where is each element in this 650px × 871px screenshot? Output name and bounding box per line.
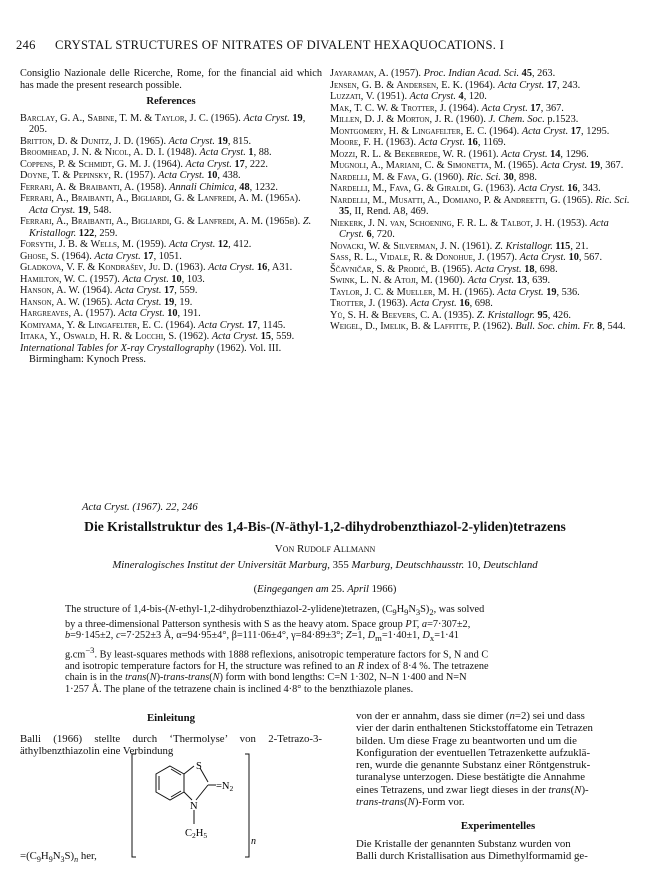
- reference-item: [330, 275, 636, 287]
- body-line: vier der darin enthaltenen Stickstoffatome ein Tetrazen: [356, 722, 593, 735]
- reference-pages: , 698.: [469, 298, 493, 309]
- reference-volume: 10: [171, 273, 182, 285]
- reference-pages: , 559.: [271, 331, 295, 342]
- reference-pages: , 438.: [217, 170, 241, 181]
- reference-volume: 17: [234, 158, 245, 170]
- reference-item: [330, 241, 636, 253]
- reference-pages: , A31.: [267, 262, 293, 273]
- reference-pages: , 263.: [531, 68, 556, 79]
- reference-item: [330, 137, 636, 149]
- reference-volume: 115: [555, 240, 571, 252]
- reference-pages: , 720.: [371, 229, 395, 240]
- reference-authors: Gladkova, V. F. & Kondrašev, Ju. D. (1963).: [20, 262, 209, 273]
- reference-authors: Nardelli, M. & Fava, G. (1960).: [330, 171, 467, 183]
- reference-volume: 122: [78, 227, 95, 239]
- reference-journal: Acta Cryst.: [497, 286, 544, 298]
- reference-authors: Mugnoli, A., Mariani, C. & Simonetta, M. (1965).: [330, 160, 541, 171]
- reference-journal: Acta Cryst.: [118, 308, 165, 319]
- reference-journal: Z. Kristallogr.: [494, 240, 553, 252]
- reference-journal: Acta Cryst.: [158, 170, 205, 181]
- reference-item: [330, 298, 636, 310]
- reference-authors: Novacki, W. & Silverman, J. N. (1961).: [330, 240, 495, 252]
- reference-volume: 19: [77, 204, 89, 216]
- reference-pages: , 544.: [602, 321, 626, 332]
- reference-volume: 19: [546, 286, 557, 298]
- body-line: Die Kristalle der genannten Substanz wurden von: [356, 838, 571, 850]
- right-column: [330, 68, 636, 333]
- reference-volume: 17: [570, 125, 582, 137]
- reference-authors: Hanson, A. W. (1964).: [20, 285, 116, 296]
- reference-journal: Acta Cryst.: [122, 273, 169, 285]
- reference-authors: Ferrari, A. & Braibanti, A. (1958).: [20, 181, 170, 193]
- reference-authors: Hargreaves, A. (1957).: [20, 308, 119, 319]
- references-list-left: [20, 113, 322, 343]
- reference-authors: Jayaraman, A. (1957).: [330, 68, 424, 79]
- reference-authors: Taylor, J. C. & Mueller, M. H. (1965).: [330, 286, 498, 298]
- left-column: [20, 68, 322, 366]
- body-line: eines Tetrazens, und zwar liegt dieses in der trans(N)-: [356, 783, 589, 796]
- running-title: CRYSTAL STRUCTURES OF NITRATES OF DIVALENT HEXAQUOCATIONS. I: [55, 38, 505, 52]
- reference-authors: Doyne, T. & Pepinsky, R. (1957).: [20, 170, 159, 181]
- body-line: Konfiguration der eventuellen Tetrazenkette aufzuklä-: [356, 746, 591, 759]
- atom-label-n: N: [190, 801, 198, 812]
- reference-pages: , 559.: [174, 285, 198, 296]
- reference-journal: Acta Cryst.: [497, 79, 545, 91]
- reference-authors: Mak, T. C. W. & Trotter, J. (1964).: [330, 102, 482, 114]
- article-author: Von Rudolf Allmann: [274, 543, 376, 555]
- references-heading: References: [146, 96, 196, 107]
- reference-journal: Acta Cryst.: [198, 319, 245, 331]
- received-date: (Eingegangen am 25. April 1966): [253, 584, 397, 595]
- bracket-left: [132, 754, 136, 857]
- reference-item: [20, 147, 322, 159]
- reference-authors: Ferrari, A., Braibanti, A., Bigliardi, G. & Lanfredi, A. M. (1965b).: [20, 216, 303, 227]
- reference-item: [20, 274, 322, 286]
- reference-pages: , 1169.: [477, 137, 506, 148]
- reference-volume: 16: [459, 298, 470, 309]
- reference-item: [20, 170, 322, 182]
- atom-label-ethyl: C2H5: [185, 828, 208, 840]
- reference-pages: , 548.: [88, 204, 112, 216]
- reference-pages: , 426.: [547, 309, 571, 321]
- reference-item: [20, 182, 322, 194]
- reference-item: [330, 149, 636, 161]
- reference-authors: Yü, S. H. & Beevers, C. A. (1935).: [330, 309, 477, 321]
- reference-pages: , 120.: [463, 91, 487, 102]
- reference-item: [330, 114, 636, 126]
- reference-pages: , 88.: [253, 147, 272, 158]
- reference-pages: , 412.: [228, 239, 252, 250]
- reference-item: [20, 320, 322, 332]
- reference-journal: Acta Cryst.: [540, 160, 588, 171]
- reference-pages: , 367.: [540, 102, 564, 114]
- experimentelles-text: [356, 838, 640, 863]
- reference-item: [330, 160, 636, 172]
- reference-volume: 16: [467, 137, 478, 148]
- reference-journal: Acta Cryst.: [185, 158, 232, 170]
- reference-pages: , 205.: [29, 112, 306, 135]
- reference-authors: Barclay, G. A., Sabine, T. M. & Taylor, J. C. (1965).: [20, 112, 244, 124]
- reference-journal: Acta Cryst.: [410, 298, 457, 309]
- section-heading-experimentelles: Experimentelles: [460, 820, 536, 832]
- atom-label-n2: =N2: [216, 781, 234, 793]
- reference-pages: , 815.: [227, 135, 252, 147]
- reference-item: [20, 193, 322, 216]
- abstract-line: by a three-dimensional Patterson synthesis with S as the heavy atom. Space group P1̄, a=7·307±2,: [65, 618, 471, 630]
- reference-item: [330, 183, 636, 195]
- reference-authors: Trotter, J. (1963).: [330, 298, 411, 309]
- reference-volume: 13: [516, 275, 527, 286]
- einleitung-text: Balli (1966) stellte durch ‘Thermolyse’ von 2-Tetrazo-3-äthylbenzthiazolin eine Verbindung: [20, 733, 322, 758]
- abstract-line: The structure of 1,4-bis-(N-ethyl-1,2-dihydrobenzthiazol-2-ylidene)tetrazen, $(C_9H_9N_3S)_2$, was solved: [65, 604, 485, 618]
- reference-volume: 14: [550, 148, 561, 160]
- reference-journal: Acta Cryst.: [168, 239, 216, 250]
- reference-volume: 19: [163, 296, 175, 308]
- reference-authors: Niekerk, J. N. van, Schoening, F. R. L. & Talbot, J. H. (1953).: [330, 217, 590, 229]
- reference-pages: , 222.: [244, 158, 268, 170]
- reference-authors: Coppens, P. & Schmidt, G. M. J. (1964).: [20, 158, 186, 170]
- body-line: turanalyse unterzogen. Diese bestätigte die Annahme: [356, 771, 586, 784]
- reference-authors: Iitaka, Y., Oswald, H. R. & Locchi, S. (1962).: [20, 331, 212, 342]
- reference-item: [330, 287, 636, 299]
- reference-pages: , 21.: [570, 240, 589, 252]
- reference-item: [330, 218, 636, 241]
- reference-authors: Ghose, S. (1964).: [20, 250, 95, 262]
- reference-item: [20, 216, 322, 239]
- reference-authors: Jensen, G. B. & Andersen, E. K. (1964).: [330, 79, 498, 91]
- reference-journal: Acta Cryst.: [168, 135, 215, 147]
- reference-authors: Nardelli, M., Fava, G. & Giraldi, G. (1963).: [330, 183, 519, 194]
- reference-volume: 16: [257, 262, 268, 273]
- reference-pages: , 367.: [600, 160, 624, 171]
- reference-pages: , 698.: [534, 263, 558, 275]
- reference-volume: 4: [458, 91, 464, 102]
- article-affiliation: Mineralogisches Institut der Universität Marburg, 355 Marburg, Deutschhausstr. 10, Deutschland: [112, 559, 538, 571]
- reference-authors: Mozzi, R. L. & Bekebrede, W. R. (1961).: [330, 148, 502, 160]
- section-heading-einleitung: Einleitung: [146, 712, 195, 724]
- reference-journal: Acta Cryst.: [339, 217, 609, 240]
- reference-item: [330, 103, 636, 115]
- reference-pages: , 1145.: [257, 319, 286, 331]
- reference-authors: Swink, L. N. & Atoji, M. (1960).: [330, 275, 468, 286]
- reference-item: [330, 126, 636, 138]
- reference-pages: , 243.: [557, 79, 581, 91]
- reference-volume: 95: [537, 309, 548, 321]
- reference-journal: Acta Cryst.: [94, 250, 141, 262]
- reference-journal: Acta Cryst.: [521, 125, 569, 137]
- reference-item: [330, 91, 636, 103]
- reference-journal: Acta Cryst.: [243, 112, 290, 124]
- reference-volume: 45: [521, 68, 532, 79]
- reference-rest: (1962). Vol. III. Birmingham: Kynoch Press.: [29, 342, 282, 365]
- subscript-n: n: [251, 836, 256, 847]
- reference-journal: Ric. Sci.: [595, 194, 630, 206]
- reference-volume: 6: [366, 229, 372, 240]
- reference-pages: , 1296.: [560, 148, 589, 160]
- reference-pages: , II, Rend. A8, 469.: [349, 206, 429, 217]
- reference-journal: Acta Cryst.: [501, 148, 548, 160]
- formula-line: $=(C_9H_9N_3S)_n$ her,: [20, 850, 97, 865]
- acknowledgement: Consiglio Nazionale delle Ricerche, Rome, for the financial aid which has made the present research possible.: [20, 68, 322, 91]
- reference-journal: Acta Cryst.: [475, 263, 522, 275]
- reference-volume: 48: [239, 181, 250, 193]
- reference-volume: 15: [260, 331, 272, 342]
- reference-pages: , 191.: [177, 308, 201, 319]
- reference-journal: J. Chem. Soc.: [488, 114, 545, 125]
- reference-journal: Ric. Sci.: [466, 171, 501, 183]
- reference-authors: Hanson, A. W. (1965).: [20, 296, 116, 308]
- reference-item: [20, 159, 322, 171]
- body-line: bilden. Um diese Frage zu beantworten und um die: [356, 734, 577, 747]
- article-citation: Acta Cryst. (1967). 22, 246: [82, 502, 198, 513]
- body-line: Balli durch Kristallisation aus Dimethylformamid ge-: [356, 850, 588, 863]
- reference-volume: 17: [143, 250, 154, 262]
- abstract: [65, 604, 639, 696]
- reference-authors: Forsyth, J. B. & Wells, M. (1959).: [20, 239, 169, 250]
- abstract-line: $g.cm^{-3}$. By least-squares methods with 1888 reflexions, anisotropic temperature factors for S, N and C: [65, 644, 489, 661]
- reference-volume: 35: [339, 206, 350, 217]
- reference-volume: 18: [524, 263, 535, 275]
- reference-journal: Bull. Soc. chim. Fr.: [515, 321, 595, 332]
- reference-volume: 1: [248, 147, 254, 158]
- reference-journal: Acta Cryst.: [467, 275, 515, 286]
- reference-journal: Acta Cryst.: [115, 285, 162, 296]
- reference-volume: 8: [597, 321, 603, 332]
- reference-item: [20, 331, 322, 343]
- reference-volume: 10: [568, 252, 579, 263]
- abstract-line: and isotropic temperature factors for H, the structure was refined to an R index of 8·4 %. The tetrazene: [65, 660, 489, 672]
- reference-volume: 19: [589, 160, 601, 171]
- reference-volume: 10: [167, 308, 178, 319]
- reference-item: [20, 239, 322, 251]
- reference-volume: 17: [530, 102, 541, 114]
- reference-volume: 17: [546, 79, 558, 91]
- reference-volume: 12: [217, 239, 229, 250]
- reference-pages: , 343.: [577, 183, 601, 194]
- running-header: [16, 38, 636, 53]
- reference-authors: Nardelli, M., Musatti, A., Domiano, P. & Andreetti, G. (1965).: [330, 194, 596, 206]
- reference-pages: , 536.: [556, 286, 580, 298]
- reference-authors: Ščavničar, S. & Prodić, B. (1965).: [330, 263, 476, 275]
- reference-item: [20, 285, 322, 297]
- reference-volume: 10: [207, 170, 218, 181]
- reference-authors: Sass, R. L., Vidale, R. & Donohue, J. (1957).: [330, 252, 520, 263]
- reference-pages: , 898.: [513, 171, 537, 183]
- reference-journal: Proc. Indian Acad. Sci.: [423, 68, 520, 79]
- reference-journal: Acta Cryst.: [418, 137, 465, 148]
- reference-pages: , 1232.: [249, 181, 278, 193]
- references-list-right: [330, 68, 636, 333]
- reference-pages: , 19.: [174, 296, 193, 308]
- reference-volume: 19: [217, 135, 228, 147]
- reference-item: [20, 308, 322, 320]
- body-line: ren, wurde die genannte Substanz einer Röntgenstruk-: [356, 759, 591, 772]
- reference-authors: Weigel, D., Imelik, B. & Laffitte, P. (1962).: [330, 321, 516, 332]
- reference-authors: Millen, D. J. & Morton, J. R. (1960).: [330, 114, 489, 125]
- reference-item: [330, 252, 636, 264]
- reference-volume: 16: [567, 183, 578, 194]
- reference-volume: 17: [163, 285, 175, 296]
- reference-authors: Moore, F. H. (1963).: [330, 137, 419, 148]
- reference-item: [330, 195, 636, 218]
- reference-item: [330, 68, 636, 80]
- abstract-line: b=9·145±2, c=7·252±3 Å, α=94·95±4°, β=111·06±4°, γ=84·89±3°; Z=1, $D_m=1\cdot 40\pm 1$, $D_x=1\cdot 41$: [65, 630, 459, 644]
- reference-journal: Z. Kristallogr.: [29, 216, 312, 239]
- reference-item: [330, 172, 636, 184]
- reference-volume: 17: [247, 319, 258, 331]
- reference-title: International Tables for X-ray Crystallography: [20, 342, 215, 354]
- reference-item: [330, 321, 636, 333]
- reference-item: [330, 80, 636, 92]
- reference-journal: Z. Kristallogr.: [476, 309, 535, 321]
- abstract-line: 1·257 Å. The plane of the tetrazene chain is inclined 4·8° to the benzthiazole planes.: [65, 684, 414, 696]
- article-title: Die Kristallstruktur des 1,4-Bis-(N-äthyl-1,2-dihydrobenzthiazol-2-yliden)tetrazens: [84, 519, 566, 534]
- reference-pages: , 567.: [578, 252, 603, 263]
- reference-item: [330, 310, 636, 322]
- reference-journal: Acta Cryst.: [481, 102, 528, 114]
- reference-pages: , 1295.: [581, 125, 610, 137]
- reference-journal: Acta Cryst.: [29, 204, 76, 216]
- reference-item: [20, 136, 322, 148]
- reference-authors: Hamilton, W. C. (1957).: [20, 273, 123, 285]
- reference-journal: Acta Cryst.: [115, 296, 162, 308]
- reference-journal: Acta Cryst.: [519, 252, 566, 263]
- reference-item: [20, 251, 322, 263]
- reference-pages: , 103.: [181, 273, 205, 285]
- reference-journal: Annali Chimica,: [169, 181, 237, 193]
- reference-journal: Acta Cryst.: [518, 183, 565, 194]
- body-line: trans-trans(N)-Form vor.: [356, 796, 465, 809]
- reference-authors: Britton, D. & Dunitz, J. D. (1965).: [20, 135, 169, 147]
- reference-item: [20, 262, 322, 274]
- reference-pages: , 259.: [94, 227, 118, 239]
- reference-item: [20, 297, 322, 309]
- reference-pages: , 1051.: [153, 250, 182, 262]
- chemical-structure-diagram: [130, 752, 260, 862]
- reference-authors: Luzzati, V. (1951).: [330, 91, 410, 102]
- reference-authors: Broomhead, J. N. & Nicol, A. D. I. (1948).: [20, 147, 200, 158]
- reference-journal: Acta Cryst.: [211, 331, 259, 342]
- abstract-line: chain is in the trans(N)-trans-trans(N) form with bond lengths: C=N 1·302, N–N 1·400 and N=N: [65, 672, 467, 684]
- reference-authors: Komiyama, Y. & Lingafelter, E. C. (1964).: [20, 319, 199, 331]
- reference-item: [330, 264, 636, 276]
- reference-pages: , 639.: [526, 275, 551, 286]
- reference-journal: Acta Cryst.: [199, 147, 246, 158]
- bracket-right: [245, 754, 249, 857]
- reference-item: [20, 113, 322, 136]
- benzene-ring: [156, 766, 184, 800]
- reference-journal: Acta Cryst.: [208, 262, 255, 273]
- reference-authors: Montgomery, H. & Lingafelter, E. C. (1964).: [330, 125, 522, 137]
- reference-authors: Ferrari, A., Braibanti, A., Bigliardi, G. & Lanfredi, A. M. (1965a).: [20, 193, 301, 204]
- reference-item: [20, 343, 322, 366]
- reference-volume: 30: [503, 171, 514, 183]
- reference-pages: p.1523.: [544, 114, 579, 125]
- reference-journal: Acta Cryst.: [409, 91, 456, 102]
- body-line: von der er annahm, dass sie dimer (n=2) sei und dass: [356, 710, 585, 722]
- page-number: 246: [16, 38, 36, 52]
- reference-volume: 19: [292, 112, 303, 124]
- atom-label-s: S: [196, 761, 202, 772]
- introduction-continued: [356, 710, 640, 808]
